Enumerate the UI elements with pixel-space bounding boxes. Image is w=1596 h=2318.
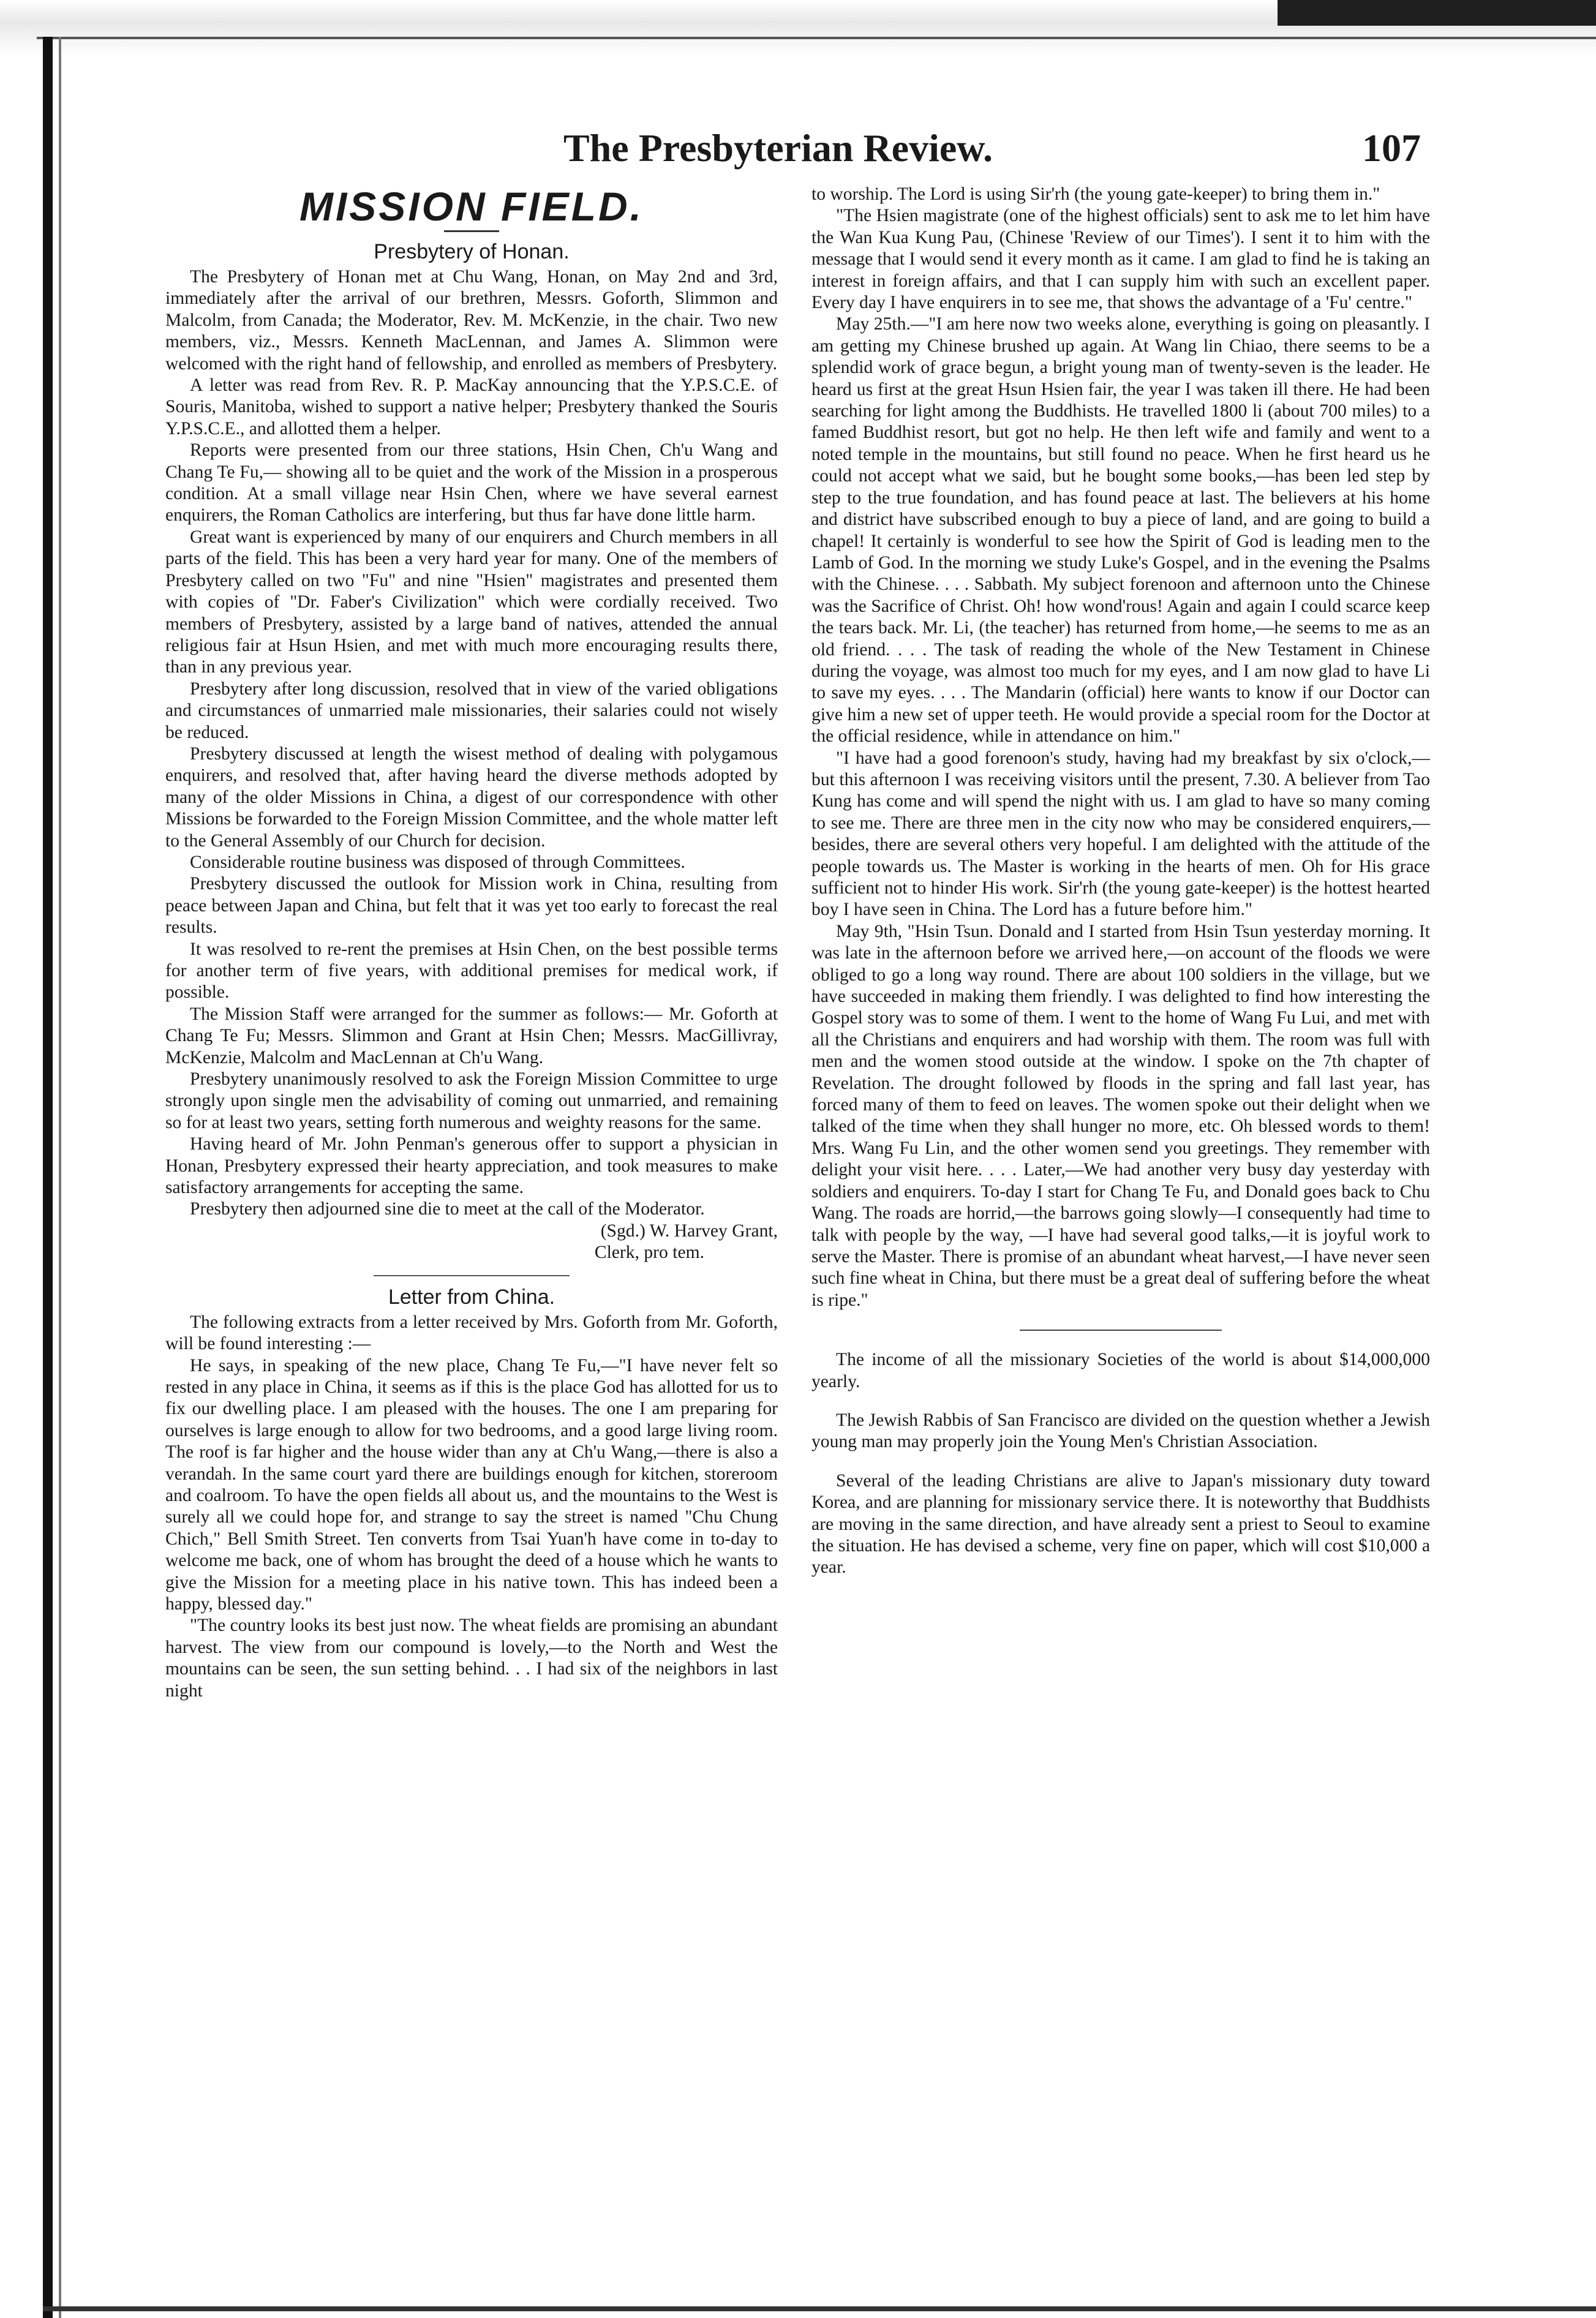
china-paragraph: The following extracts from a letter received by Mrs. Goforth from Mr. Goforth, will be found interesting :— — [165, 1312, 778, 1354]
note-paragraph: The Jewish Rabbis of San Francisco are divided on the question whether a Jewish young man may properly join the Young Men's Christian Association. — [811, 1410, 1430, 1452]
section-divider — [374, 1275, 570, 1276]
honan-paragraph: A letter was read from Rev. R. P. MacKay announcing that the Y.P.S.C.E. of Souris, Manitoba, wished to support a native helper; Presbytery thanked the Souris Y.P.S.C.E., and allotted them a helper. — [165, 375, 778, 438]
letter-paragraph: May 9th, "Hsin Tsun. Donald and I started from Hsin Tsun yesterday morning. It was late in the afternoon before we arrived here,—on account of the floods we were obliged to go a long way round. There are about 100 soldiers in the village, but we have succeeded in making them friendly. I was delighted to find how interesting the Gospel story was to some of them. I went to the home of Wang Fu Lui, and met with all the Christians and enquirers and had worship with them. The room was full with men and the women stood outside at the window. I spoke on the 7th chapter of Revelation. The drought followed by floods in the spring and fall last year, has forced many of them to feed on leaves. The women spoke out their delight when we talked of the time when they shall hunger no more, etc. Oh blessed words to them! Mrs. Wang Fu Lin, and the other women send you greetings. They remember with delight your visit here. . . . Later,—We had another very busy day yesterday with soldiers and enquirers. To-day I start for Chang Te Fu, and Donald goes back to Chu Wang. The roads are horrid,—the barrows going slowly—I consequently had time to talk with people by the way, —I have had several good talks,—it is joyful work to serve the Master. There is promise of an abundant wheat harvest,—I have never seen such fine wheat in China, but there must be a great deal of suffering before the wheat is ripe." — [811, 921, 1430, 1310]
signature-sgd: (Sgd.) W. Harvey Grant, — [600, 1221, 778, 1241]
honan-paragraph: Presbytery discussed at length the wisest method of dealing with polygamous enquirers, and resolved that, after having heard the diverse methods adopted by many of the older Missions in China, a digest of our correspondence with other Missions be forwarded to the Foreign Mission Committee, and the whole matter left to the General Assembly of our Church for decision. — [165, 743, 778, 851]
page-number: 107 — [1362, 126, 1421, 170]
honan-heading: Presbytery of Honan. — [374, 240, 570, 263]
honan-paragraph: Reports were presented from our three stations, Hsin Chen, Ch'u Wang and Chang Te Fu,— showing all to be quiet and the work of the Mission in a prosperous condition. At a small village near Hsin Chen, where we have several earnest enquirers, the Roman Catholics are interfering, but thus far have done little harm. — [165, 440, 778, 525]
letter-paragraph: "The Hsien magistrate (one of the highest officials) sent to ask me to let him have the Wan Kua Kung Pau, (Chinese 'Review of our Times'). I sent it to him with the message that I would send it every month as it came. I am glad to find he is taking an interest in foreign affairs, and that I can supply him with such an excellent paper. Every day I have enquirers in to see me, that shows the advantage of a 'Fu' centre." — [811, 206, 1430, 313]
journal-title: The Presbyterian Review. — [563, 126, 993, 170]
honan-paragraph: Presbytery after long discussion, resolved that in view of the varied obligations and circumstances of unmarried male missionaries, their salaries could not wisely be reduced. — [165, 679, 778, 742]
right-column — [811, 184, 1430, 1579]
honan-paragraph: It was resolved to re-rent the premises at Hsin Chen, on the best possible terms for another term of five years, with additional premises for medical work, if possible. — [165, 939, 778, 1003]
honan-paragraph: Presbytery unanimously resolved to ask the Foreign Mission Committee to urge strongly upon single men the advisability of coming out unmarried, and remaining so for at least two years, setting forth numerous and weighty reasons for the same. — [165, 1069, 778, 1132]
scan-dark-corner — [1278, 0, 1596, 26]
left-column — [165, 184, 778, 1702]
honan-paragraph: Great want is experienced by many of our enquirers and Church members in all parts of the field. This has been a very hard year for many. One of the members of Presbytery called on two "Fu" and nine "Hsien" magistrates and presented them with copies of "Dr. Faber's Civilization" which were cordially received. Two members of Presbytery, assisted by a large band of natives, attended the annual religious fair at Hsun Hsien, and met with much more encouraging results there, than in any previous year. — [165, 527, 778, 677]
section-title-rule — [444, 230, 499, 232]
scan-left-rule — [59, 37, 61, 2318]
honan-paragraph: Presbytery discussed the outlook for Mission work in China, resulting from peace between Japan and China, but felt that it was yet too early to forecast the real results. — [165, 874, 778, 938]
honan-paragraph: The Presbytery of Honan met at Chu Wang, Honan, on May 2nd and 3rd, immediately after the arrival of our brethren, Messrs. Goforth, Slimmon and Malcolm, from Canada; the Moderator, Rev. M. McKenzie, in the chair. Two new members, viz., Messrs. Kenneth MacLennan, and James A. Slimmon were welcomed with the right hand of fellowship, and enrolled as members of Presbytery. — [165, 267, 778, 374]
scan-left-edge — [43, 37, 53, 2318]
china-paragraph: "The country looks its best just now. The wheat fields are promising an abundant harvest. The view from our compound is lovely,—to the North and West the mountains can be seen, the sun setting behind. . . I had six of the neighbors in last night — [165, 1616, 778, 1701]
letter-paragraph: "I have had a good forenoon's study, having had my breakfast by six o'clock,—but this afternoon I was receiving visitors until the present, 7.30. A believer from Tao Kung has come and will spend the night with us. I am glad to have so many coming to see me. There are three men in the city now who may be considered enquirers,—besides, there are several others very hopeful. I am delighted with the attitude of the people towards us. The Master is working in the hearts of men. Oh for His grace sufficient not to hinder His work. Sir'rh (the young gate-keeper) is the hottest hearted boy I have seen in China. The Lord has a future before him." — [811, 748, 1430, 920]
letter-paragraph: May 25th.—"I am here now two weeks alone, everything is going on pleasantly. I am getting my Chinese brushed up again. At Wang lin Chiao, there seems to be a splendid work of grace begun, a bright young man of twenty-seven is the leader. He heard us first at the great Hsun Hsien fair, the year I was taken ill there. He had been searching for light among the Buddhists. He travelled 1800 li (about 700 miles) to a famed Buddhist resort, but got no help. He then left wife and family and went to a noted temple in the mountains, but still found no peace. When he first heard us he could not accept what we said, but he bought some books,—has been led step by step to the true foundation, and has found peace at last. The believers at his home and district have subscribed enough to buy a piece of land, and are going to build a chapel! It certainly is wonderful to see how the Spirit of God is leading men to the Lamb of God. In the morning we study Luke's Gospel, and in the evening the Psalms with the Chinese. . . . Sabbath. My subject forenoon and afternoon unto the Chinese was the Sacrifice of Christ. Oh! how wond'rous! Again and again I could scarce keep the tears back. Mr. Li, (the teacher) has returned from home,—he seems to me as an old friend. . . . The task of reading the whole of the New Testament in Chinese during the voyage, was almost too much for my eyes, and I am now glad to have Li to save my eyes. . . . The Mandarin (official) here wants to know if our Doctor can give him a new set of upper teeth. He would provide a special room for the Doctor at the official residence, while in attendance on him." — [811, 314, 1430, 747]
scan-top-rule — [37, 37, 1596, 39]
china-paragraph: He says, in speaking of the new place, Chang Te Fu,—"I have never felt so rested in any place in China, it seems as if this is the place God has allotted for us to fix our dwelling place. I am pleased with the houses. The one I am preparing for ourselves is large enough to allow for two bedrooms, and a good large living room. The roof is far higher and the house wider than any at Ch'u Wang,—there is also a verandah. In the same court yard there are buildings enough for kitchen, storeroom and coalroom. To have the open fields all about us, and the mountains to the West is surely all we could hope for, and strange to say the street is named "Chu Chung Chich," Bell Smith Street. Ten converts from Tsai Yuan'h have come in to-day to welcome me back, one of whom has brought the deed of a house which he wants to give the Mission for a meeting place in his native town. This has indeed been a happy, blessed day." — [165, 1355, 778, 1614]
china-heading: Letter from China. — [388, 1285, 555, 1309]
letter-paragraph: to worship. The Lord is using Sir'rh (the young gate-keeper) to bring them in." — [811, 184, 1380, 204]
honan-paragraph: Presbytery then adjourned sine die to meet at the call of the Moderator. — [190, 1199, 705, 1219]
honan-paragraph: Considerable routine business was disposed of through Committees. — [190, 852, 685, 872]
honan-paragraph: Having heard of Mr. John Penman's generous offer to support a physician in Honan, Presbytery expressed their hearty appreciation, and took measures to make satisfactory arrangements for accepting the same. — [165, 1134, 778, 1198]
page-header — [306, 126, 1421, 175]
notes-divider — [1020, 1330, 1222, 1331]
scan-bottom-edge — [43, 2306, 1596, 2311]
signature-clerk: Clerk, pro tem. — [594, 1243, 704, 1263]
section-title: MISSION FIELD. — [299, 184, 644, 229]
note-paragraph: The income of all the missionary Societies of the world is about $14,000,000 yearly. — [811, 1350, 1430, 1391]
honan-paragraph: The Mission Staff were arranged for the summer as follows:— Mr. Goforth at Chang Te Fu; Messrs. Slimmon and Grant at Hsin Chen; Messrs. MacGillivray, McKenzie, Malcolm and MacLennan at Ch'u Wang. — [165, 1004, 778, 1067]
note-paragraph: Several of the leading Christians are alive to Japan's missionary duty toward Korea, and are planning for missionary service there. It is noteworthy that Buddhists are moving in the same direction, and have already sent a priest to Seoul to examine the situation. He has devised a scheme, very fine on paper, which will cost $10,000 a year. — [811, 1470, 1430, 1578]
